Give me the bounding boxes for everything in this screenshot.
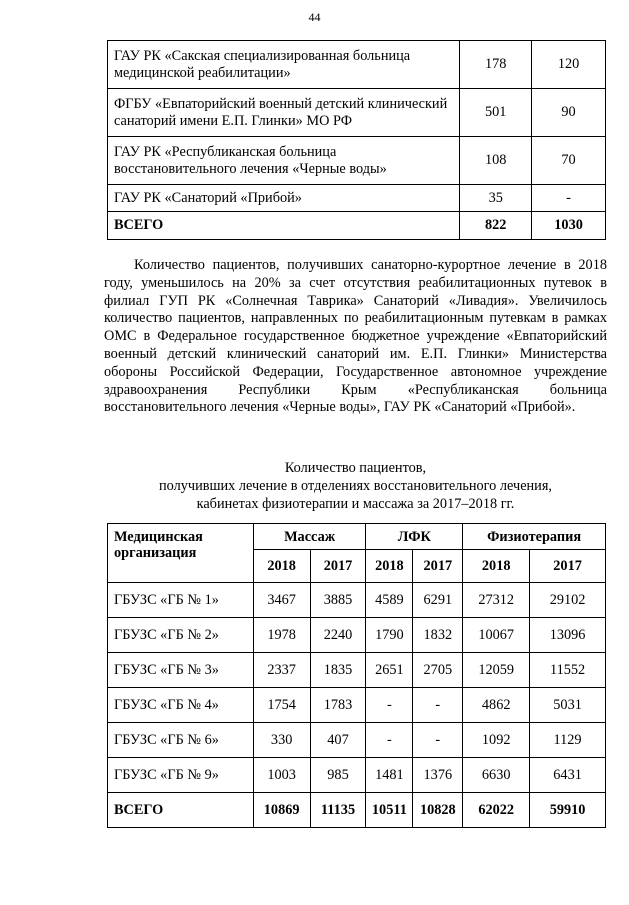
table-cell-org: ГБУЗС «ГБ № 6»	[108, 723, 254, 758]
table-cell-value: 11552	[530, 653, 606, 688]
table-total-row	[108, 212, 606, 240]
header-org: Медицинская организация	[108, 524, 254, 583]
page-number: 44	[308, 10, 321, 24]
header-year: 2018	[253, 550, 310, 583]
table-cell-value: 35	[460, 185, 532, 212]
table-row	[108, 723, 606, 758]
table-row	[108, 583, 606, 618]
table-cell-org: ВСЕГО	[108, 793, 254, 828]
table-row	[108, 41, 606, 89]
table-row	[108, 185, 606, 212]
table-cell-value: 5031	[530, 688, 606, 723]
table-cell-value: 10511	[366, 793, 413, 828]
table-row	[108, 89, 606, 137]
paragraph-text: Количество пациентов, получивших санаторно-курортное лечение в 2018 году, уменьшилось на 20% за счет отсутствия реабилитационных путевок в филиал ГУП РК «Солнечная Таврика» Санаторий «Ливадия». Увеличилось количество пациентов, направленных по реабилитационным путевкам в рамках ОМС в Федеральное государственное бюджетное учреждение «Евпаторийский военный детский клинический санаторий им. Е.П. Глинки» Министерства обороны Российской Федерации, Государственное автономное учреждение здравоохранения Республики Крым «Республиканская больница восстановительного лечения «Черные воды», ГАУ РК «Санаторий «Прибой».	[104, 257, 607, 416]
table-cell-value: 2240	[310, 618, 366, 653]
header-physio: Физиотерапия	[463, 524, 606, 550]
table-cell-value: 10869	[253, 793, 310, 828]
table-row	[108, 137, 606, 185]
table-body	[108, 583, 606, 793]
table-cell-value: 178	[460, 41, 532, 89]
table-cell-value: 3467	[253, 583, 310, 618]
header-year: 2017	[530, 550, 606, 583]
table-cell-value: 4862	[463, 688, 530, 723]
table-cell-value: 59910	[530, 793, 606, 828]
table-total-row	[108, 793, 606, 828]
header-year: 2017	[310, 550, 366, 583]
table-cell-value: 6291	[413, 583, 463, 618]
table-cell-value: 1003	[253, 758, 310, 793]
table-cell-value: 6431	[530, 758, 606, 793]
header-year: 2018	[463, 550, 530, 583]
table-cell-value: 330	[253, 723, 310, 758]
table-cell-org: ФГБУ «Евпаторийский военный детский клинический санаторий имени Е.П. Глинки» МО РФ	[108, 89, 460, 137]
header-lfk: ЛФК	[366, 524, 463, 550]
table-cell-value: -	[413, 688, 463, 723]
table-cell-value: 29102	[530, 583, 606, 618]
table-cell-value: 1092	[463, 723, 530, 758]
table-cell-value: 2705	[413, 653, 463, 688]
table-cell-value: 1832	[413, 618, 463, 653]
table-cell-org: ГАУ РК «Санаторий «Прибой»	[108, 185, 460, 212]
table-cell-value: 1376	[413, 758, 463, 793]
table-cell-value: 13096	[530, 618, 606, 653]
caption-line: кабинетах физиотерапии и массажа за 2017–2018 гг.	[196, 495, 515, 512]
table-cell-value: 822	[460, 212, 532, 240]
table-cell-value: 10067	[463, 618, 530, 653]
table-cell-value: 1754	[253, 688, 310, 723]
table-cell-value: 120	[532, 41, 606, 89]
table-cell-value: 1481	[366, 758, 413, 793]
table-cell-org: ГАУ РК «Сакская специализированная больница медицинской реабилитации»	[108, 41, 460, 89]
table-cell-value: 62022	[463, 793, 530, 828]
table-cell-value: -	[413, 723, 463, 758]
table-cell-value: 2337	[253, 653, 310, 688]
rehab-table	[107, 40, 606, 240]
table-cell-value: -	[532, 185, 606, 212]
table-cell-value: 407	[310, 723, 366, 758]
header-year: 2017	[413, 550, 463, 583]
table-cell-org: ГБУЗС «ГБ № 4»	[108, 688, 254, 723]
table-cell-org: ГАУ РК «Республиканская больница восстановительного лечения «Черные воды»	[108, 137, 460, 185]
table-cell-value: 3885	[310, 583, 366, 618]
table-cell-org: ГБУЗС «ГБ № 9»	[108, 758, 254, 793]
table-cell-value: 4589	[366, 583, 413, 618]
table-cell-value: 1129	[530, 723, 606, 758]
table-cell-value: 10828	[413, 793, 463, 828]
table-cell-value: 90	[532, 89, 606, 137]
header-massage: Массаж	[253, 524, 366, 550]
table-cell-org: ВСЕГО	[108, 212, 460, 240]
table-cell-org: ГБУЗС «ГБ № 2»	[108, 618, 254, 653]
table-cell-value: 1790	[366, 618, 413, 653]
table-header-row	[108, 524, 606, 550]
body-paragraph	[104, 257, 607, 417]
table-row	[108, 758, 606, 793]
header-year: 2018	[366, 550, 413, 583]
table-cell-value: 27312	[463, 583, 530, 618]
table-cell-value: 985	[310, 758, 366, 793]
table-cell-value: 11135	[310, 793, 366, 828]
table-cell-value: 1030	[532, 212, 606, 240]
table-caption	[104, 460, 607, 513]
table-cell-value: 108	[460, 137, 532, 185]
table-cell-value: 1835	[310, 653, 366, 688]
table-cell-value: 2651	[366, 653, 413, 688]
table-cell-org: ГБУЗС «ГБ № 3»	[108, 653, 254, 688]
table-cell-value: 6630	[463, 758, 530, 793]
table-cell-value: -	[366, 688, 413, 723]
table-cell-value: 501	[460, 89, 532, 137]
treatment-table	[107, 523, 606, 828]
caption-line: Количество пациентов,	[284, 460, 427, 476]
table-row	[108, 653, 606, 688]
caption-line: получивших лечение в отделениях восстановительного лечения,	[158, 477, 552, 494]
table-cell-value: 70	[532, 137, 606, 185]
table-cell-value: 1783	[310, 688, 366, 723]
table-cell-value: -	[366, 723, 413, 758]
table-cell-value: 12059	[463, 653, 530, 688]
table-row	[108, 688, 606, 723]
table-row	[108, 618, 606, 653]
table-cell-org: ГБУЗС «ГБ № 1»	[108, 583, 254, 618]
table-cell-value: 1978	[253, 618, 310, 653]
